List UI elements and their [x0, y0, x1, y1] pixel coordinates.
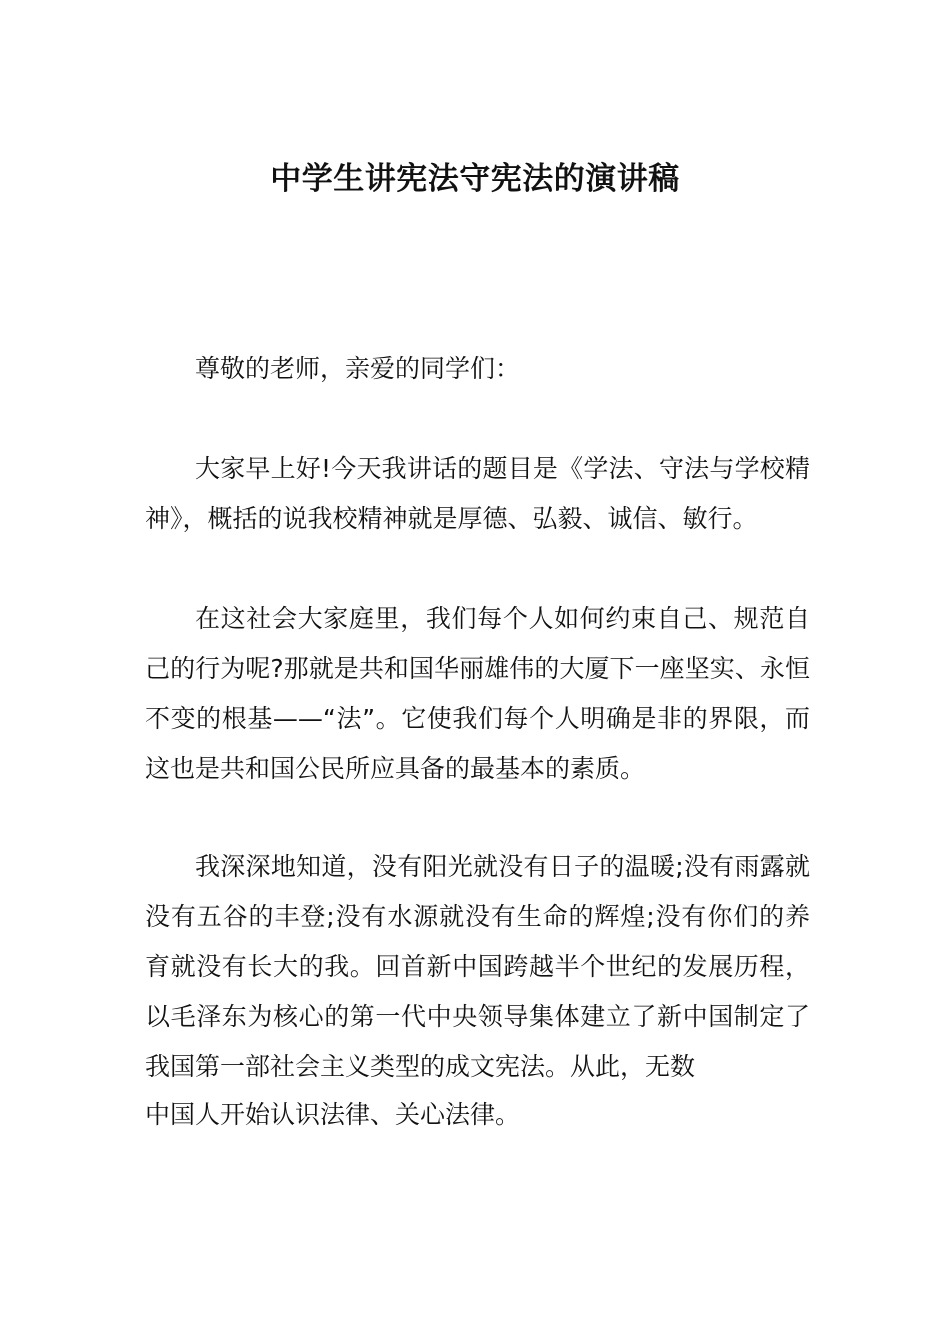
paragraph-law-foundation: 在这社会大家庭里，我们每个人如何约束自己、规范自己的行为呢?那就是共和国华丽雄伟的大厦下一座坚实、永恒不变的根基——“法”。它使我们每个人明确是非的界限，而这也是共和国公民所应具备的最基本的素质。 [145, 604, 810, 783]
document-title: 中学生讲宪法守宪法的演讲稿 [270, 161, 680, 197]
paragraph-history: 我深深地知道，没有阳光就没有日子的温暖;没有雨露就没有五谷的丰登;没有水源就没有生命的辉煌;没有你们的养育就没有长大的我。回首新中国跨越半个世纪的发展历程，以毛泽东为核心的第一代中央领导集体建立了新中国制定了我国第一部社会主义类型的成文宪法。从此，无数 [145, 852, 810, 1081]
paragraph-topic: 大家早上好!今天我讲话的题目是《学法、守法与学校精神》，概括的说我校精神就是厚德、弘毅、诚信、敏行。 [145, 454, 810, 533]
paragraph-continuation: 中国人开始认识法律、关心法律。 [145, 1100, 521, 1129]
paragraph-greeting: 尊敬的老师，亲爱的同学们： [195, 354, 521, 383]
